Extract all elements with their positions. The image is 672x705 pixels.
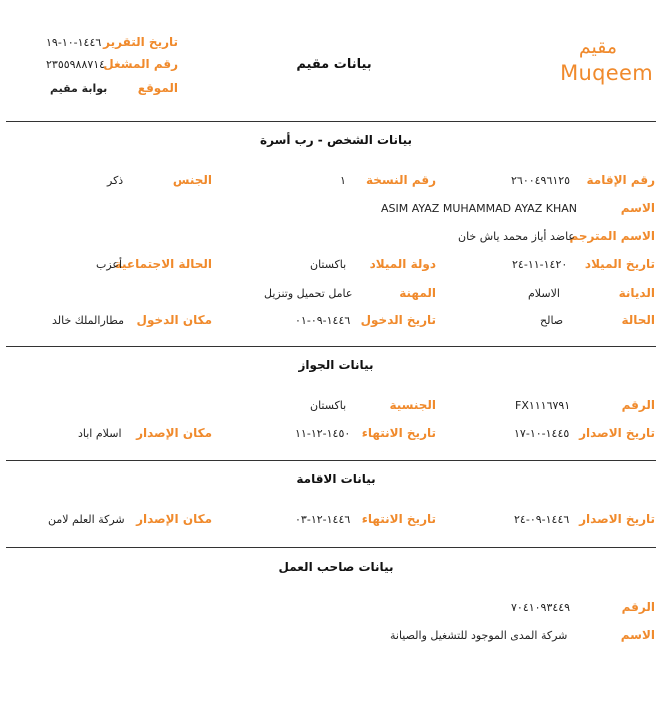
passport-expiry-label: تاريخ الانتهاء [361, 426, 436, 440]
nationality-value: باكستان [310, 399, 347, 412]
page-title: بيانات مقيم [296, 57, 372, 72]
residency-expiry-value: ١٤٤٦-١٢-٠٣ [295, 513, 351, 526]
employer-name-value: شركة المدى الموجود للتشغيل والصيانة [390, 629, 568, 642]
passport-number-label: الرقم [621, 398, 655, 412]
entry-place-value: مطارالملك خالد [52, 314, 125, 327]
divider [6, 547, 656, 548]
copy-number-label: رقم النسخة [365, 173, 436, 187]
employer-section-title: بيانات صاحب العمل [278, 560, 394, 574]
passport-issue-place-value: اسلام اباد [78, 427, 122, 440]
gender-value: ذكر [107, 174, 124, 187]
residency-issue-date-label: تاريخ الاصدار [579, 512, 655, 526]
report-date-value: ١٤٤٦-١٠-١٩ [46, 36, 102, 49]
divider [6, 460, 656, 461]
site-label: الموقع [137, 81, 178, 95]
name-label: الاسم [620, 201, 655, 215]
marital-status-label: الحالة الاجتماعية [114, 257, 212, 271]
passport-number-value: FX١١١٦٧٩١ [515, 399, 571, 412]
marital-status-value: أعزب [96, 258, 123, 271]
passport-issue-place-label: مكان الإصدار [136, 426, 212, 440]
report-date-label: تاريخ التقرير [103, 35, 178, 49]
passport-issue-date-label: تاريخ الاصدار [579, 426, 655, 440]
person-section-title: بيانات الشخص - رب أسرة [260, 133, 412, 147]
residency-issue-date-value: ١٤٤٦-٠٩-٢٤ [514, 513, 570, 526]
religion-label: الديانة [618, 286, 655, 300]
divider [6, 121, 656, 122]
translated-name-label: الاسم المترجم [569, 229, 655, 243]
passport-expiry-value: ١٤٥٠-١٢-١١ [295, 427, 351, 440]
entry-place-label: مكان الدخول [136, 313, 212, 327]
employer-number-label: الرقم [621, 600, 655, 614]
nationality-label: الجنسية [389, 398, 436, 412]
birth-date-label: تاريخ الميلاد [584, 257, 655, 271]
translated-name-value: عاضد أياز محمد ياش خان [458, 230, 575, 243]
employer-name-label: الاسم [620, 628, 655, 642]
iqama-number-value: ٢٦٠٠٤٩٦١٢٥ [511, 174, 571, 187]
residency-expiry-label: تاريخ الانتهاء [361, 512, 436, 526]
logo-english: Muqeem [560, 61, 653, 85]
occupation-value: عامل تحميل وتنزيل [264, 287, 353, 300]
occupation-label: المهنة [399, 286, 436, 300]
operator-number-label: رقم المشغل [103, 57, 178, 71]
status-value: صالح [540, 314, 564, 327]
status-label: الحالة [621, 313, 655, 327]
birth-country-label: دولة الميلاد [369, 257, 436, 271]
residency-section-title: بيانات الاقامة [296, 472, 376, 486]
divider [6, 346, 656, 347]
passport-section-title: بيانات الجواز [298, 358, 374, 372]
passport-issue-date-value: ١٤٤٥-١٠-١٧ [514, 427, 570, 440]
residency-issue-place-value: شركة العلم لامن [48, 513, 125, 526]
copy-number-value: ١ [340, 174, 346, 187]
logo-arabic: مقيم [578, 36, 617, 58]
birth-country-value: باكستان [310, 258, 347, 271]
residency-issue-place-label: مكان الإصدار [136, 512, 212, 526]
iqama-number-label: رقم الإقامة [586, 173, 655, 187]
site-value: بوابة مقيم [50, 82, 108, 95]
operator-number-value: ٢٣٥٥٩٨٨٧١٤ [46, 58, 106, 71]
entry-date-label: تاريخ الدخول [360, 313, 436, 327]
religion-value: الاسلام [528, 287, 560, 300]
entry-date-value: ١٤٤٦-٠٩-٠١ [295, 314, 351, 327]
gender-label: الجنس [172, 173, 212, 187]
name-value: ASIM AYAZ MUHAMMAD AYAZ KHAN [381, 202, 577, 215]
employer-number-value: ٧٠٤١٠٩٣٤٤٩ [511, 601, 571, 614]
birth-date-value: ١٤٢٠-١١-٢٤ [512, 258, 568, 271]
